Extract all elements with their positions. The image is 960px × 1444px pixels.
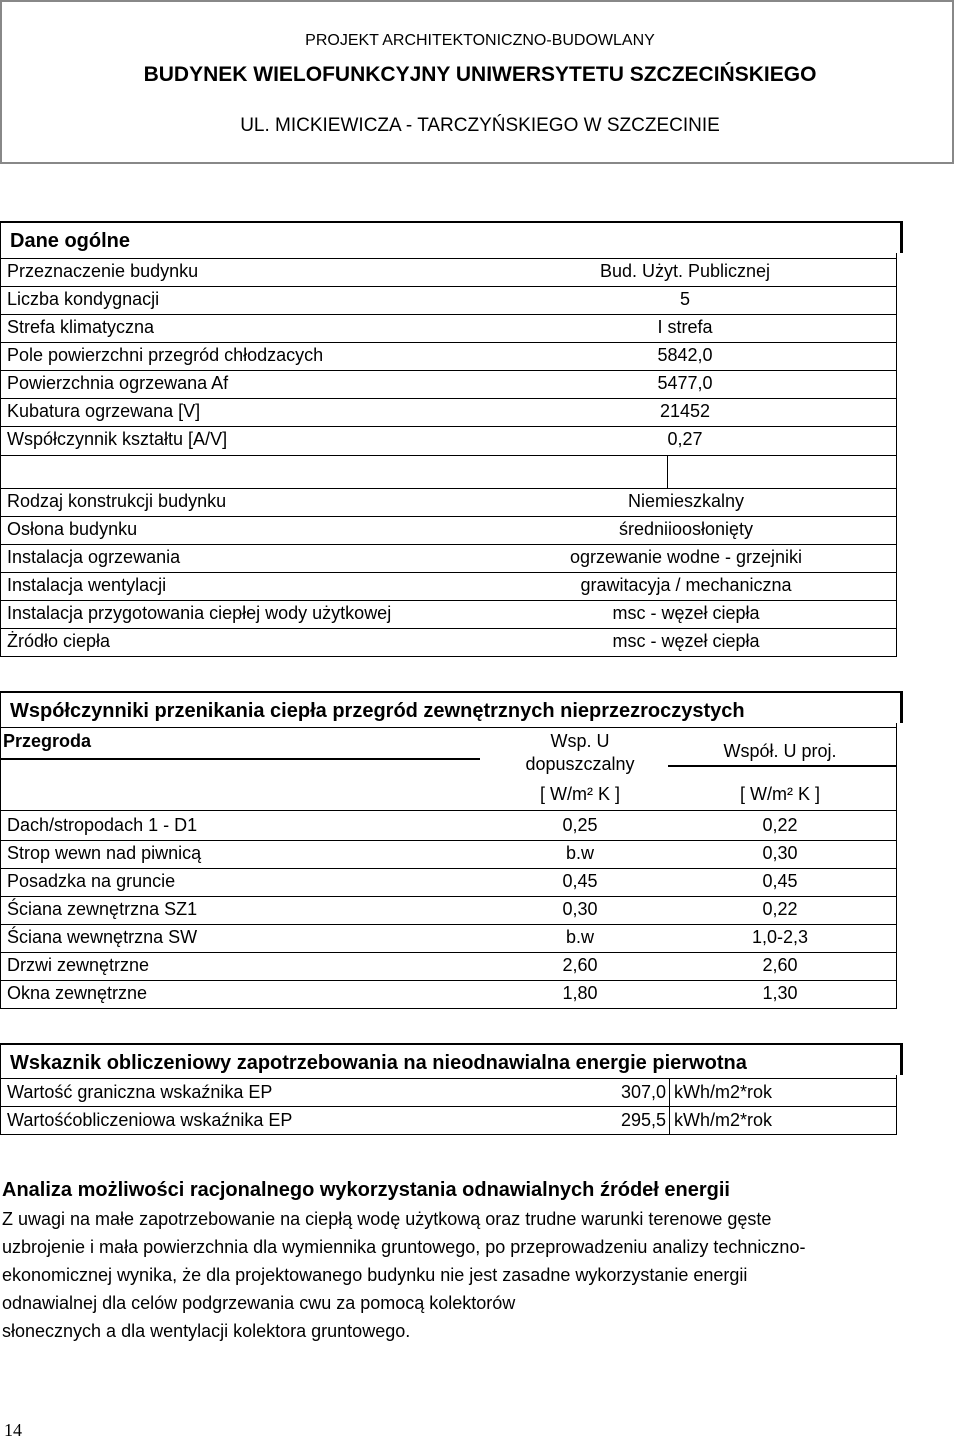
general-value: 21452 <box>659 401 711 421</box>
partition-allowed: 0,30 <box>562 899 598 919</box>
project-address: UL. MICKIEWICZA - TARCZYŃSKIEGO W SZCZECINIE <box>240 115 720 136</box>
partition-project: 0,22 <box>762 815 798 835</box>
general-label: Pole powierzchni przegród chłodzacych <box>7 345 324 365</box>
analysis-line: odnawialnej dla celów podgrzewania cwu za pomocą kolektorów <box>2 1293 516 1313</box>
partition-project: 1,0-2,3 <box>751 927 809 947</box>
project-title: BUDYNEK WIELOFUNKCYJNY UNIWERSYTETU SZCZECIŃSKIEGO <box>143 63 817 86</box>
construction-label: Instalacja przygotowania ciepłej wody użytkowej <box>7 603 392 623</box>
construction-value: ogrzewanie wodne - grzejniki <box>569 547 803 567</box>
page-number: 14 <box>4 1420 22 1440</box>
analysis-line: Z uwagi na małe zapotrzebowanie na ciepłą wodę użytkową oraz trudne warunki terenowe gęste <box>2 1209 772 1229</box>
col-allowed-header-1: Wsp. U <box>550 731 610 751</box>
general-label: Kubatura ogrzewana [V] <box>7 401 201 421</box>
project-subtitle: PROJEKT ARCHITEKTONICZNO-BUDOWLANY <box>305 32 655 49</box>
coefficients-title: Współczynniki przenikania ciepła przegród zewnętrznych nieprzezroczystych <box>10 700 745 722</box>
analysis-line: ekonomicznej wynika, że dla projektowanego budynku nie jest zasadne wykorzystanie energii <box>2 1265 748 1285</box>
analysis-line: słonecznych a dla wentylacji kolektora gruntowego. <box>2 1321 411 1341</box>
energy-unit: kWh/m2*rok <box>674 1110 773 1130</box>
partition-allowed: b.w <box>565 843 594 863</box>
general-value: 5842,0 <box>657 345 713 365</box>
general-label: Przeznaczenie budynku <box>7 261 199 281</box>
general-data-title: Dane ogólne <box>10 230 131 252</box>
col-allowed-header-2: dopuszczalny <box>525 754 635 774</box>
partition-project: 0,45 <box>762 871 798 891</box>
general-value: Bud. Użyt. Publicznej <box>599 261 771 281</box>
construction-value: Niemieszkalny <box>627 491 745 511</box>
energy-value: 307,0 <box>620 1082 666 1102</box>
construction-label: Instalacja wentylacji <box>7 575 167 595</box>
construction-value: msc - węzeł ciepła <box>612 631 760 651</box>
general-label: Powierzchnia ogrzewana Af <box>7 373 229 393</box>
construction-label: Osłona budynku <box>7 519 138 539</box>
partition-project: 2,60 <box>762 955 798 975</box>
general-value: 5477,0 <box>657 373 713 393</box>
partition-allowed: 0,25 <box>562 815 598 835</box>
partition-name: Ściana zewnętrzna SZ1 <box>7 899 198 919</box>
partition-name: Ściana wewnętrzna SW <box>7 927 198 947</box>
general-label: Liczba kondygnacji <box>7 289 160 309</box>
partition-name: Okna zewnętrzne <box>7 983 148 1003</box>
construction-value: średniioosłonięty <box>618 519 754 539</box>
partition-name: Posadzka na gruncie <box>7 871 176 891</box>
partition-allowed: 2,60 <box>562 955 598 975</box>
energy-label: Wartośćobliczeniowa wskaźnika EP <box>7 1110 293 1130</box>
general-value: 0,27 <box>667 429 703 449</box>
partition-project: 0,22 <box>762 899 798 919</box>
partition-name: Drzwi zewnętrzne <box>7 955 150 975</box>
general-value: 5 <box>679 289 690 309</box>
unit-allowed: [ W/m² K ] <box>540 784 620 804</box>
construction-label: Rodzaj konstrukcji budynku <box>7 491 227 511</box>
construction-label: Instalacja ogrzewania <box>7 547 181 567</box>
general-label: Współczynnik kształtu [A/V] <box>7 429 228 449</box>
construction-value: msc - węzeł ciepła <box>612 603 760 623</box>
partition-project: 1,30 <box>762 983 798 1003</box>
energy-unit: kWh/m2*rok <box>674 1082 773 1102</box>
energy-value: 295,5 <box>620 1110 666 1130</box>
energy-label: Wartość graniczna wskaźnika EP <box>7 1082 273 1102</box>
unit-project: [ W/m² K ] <box>740 784 820 804</box>
partition-allowed: b.w <box>565 927 594 947</box>
general-value: I strefa <box>657 317 713 337</box>
partition-project: 0,30 <box>762 843 798 863</box>
col-project-header: Współ. U proj. <box>723 741 837 761</box>
energy-title: Wskaznik obliczeniowy zapotrzebowania na nieodnawialna energie pierwotna <box>10 1052 747 1074</box>
construction-value: grawitacyja / mechaniczna <box>580 575 792 595</box>
analysis-title: Analiza możliwości racjonalnego wykorzystania odnawialnych źródeł energii <box>2 1179 730 1201</box>
general-label: Strefa klimatyczna <box>7 317 155 337</box>
partition-allowed: 0,45 <box>562 871 598 891</box>
partition-name: Dach/stropodach 1 - D1 <box>7 815 198 835</box>
col-partition-header: Przegroda <box>3 731 92 751</box>
partition-name: Strop wewn nad piwnicą <box>7 843 202 863</box>
partition-allowed: 1,80 <box>562 983 598 1003</box>
analysis-line: uzbrojenie i mała powierzchnia dla wymiennika gruntowego, po przeprowadzeniu analizy techniczno- <box>2 1237 806 1257</box>
construction-label: Żródło ciepła <box>7 631 111 651</box>
